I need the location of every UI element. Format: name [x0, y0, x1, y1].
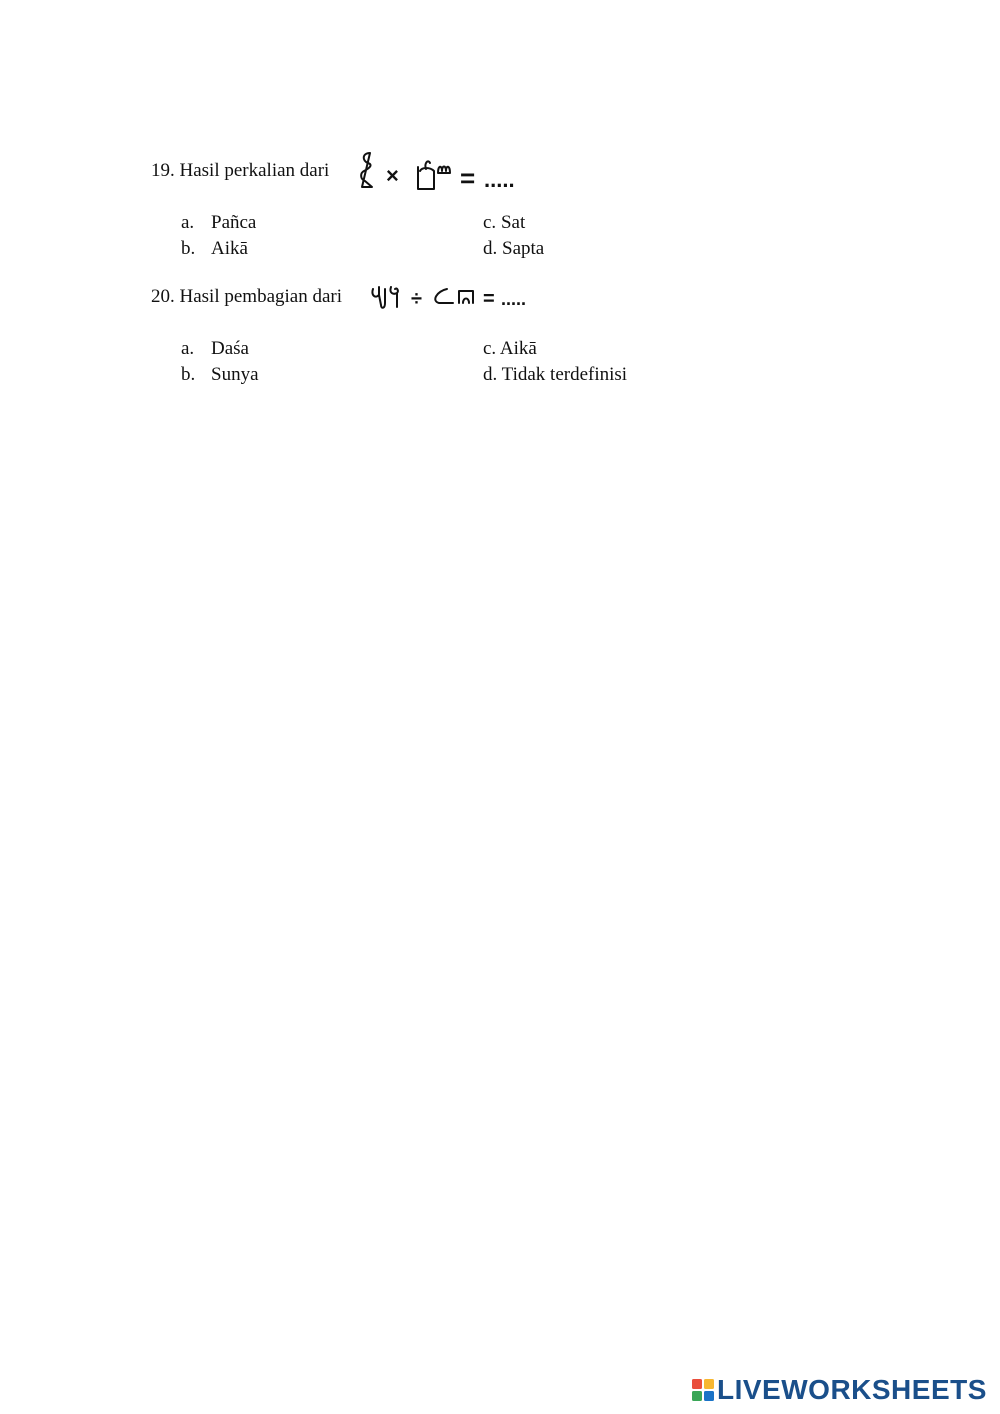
- option-text: d. Tidak terdefinisi: [483, 363, 628, 385]
- option-19-a[interactable]: [181, 210, 256, 236]
- liveworksheets-logo-icon: [692, 1379, 714, 1401]
- multiply-operator: ×: [386, 163, 399, 188]
- option-letter: b.: [181, 237, 196, 259]
- question-20-number: 20.: [151, 286, 175, 307]
- answer-blank: .....: [484, 167, 515, 192]
- question-19-expression: [356, 149, 526, 195]
- numeral-glyph-icon: [361, 153, 372, 187]
- question-20-expression: [369, 283, 539, 315]
- liveworksheets-logo: [692, 1376, 987, 1404]
- option-19-b[interactable]: [181, 236, 248, 262]
- option-19-c[interactable]: [483, 210, 525, 236]
- equals-sign: =: [483, 288, 495, 310]
- option-text: Sapta: [502, 237, 545, 259]
- numeral-glyph-icon: [459, 291, 473, 303]
- option-letter: b.: [181, 363, 196, 385]
- option-19-d[interactable]: [483, 236, 544, 262]
- question-20: [151, 285, 628, 385]
- option-letter: d.: [483, 237, 498, 259]
- option-text: c. Aikā: [483, 338, 537, 359]
- option-text: Aikā: [211, 237, 248, 259]
- divide-operator: ÷: [411, 288, 422, 310]
- logo-text: LIVEWORKSHEETS: [717, 1374, 987, 1405]
- option-text: Daśa: [211, 338, 249, 359]
- option-20-c[interactable]: [483, 336, 537, 362]
- option-text: Pañca: [211, 212, 257, 233]
- question-20-text: Hasil pembagian dari: [179, 286, 343, 307]
- numeral-glyph-icon: [438, 167, 450, 174]
- question-19-number: 19.: [151, 160, 175, 181]
- question-19: [151, 159, 545, 259]
- question-19-text: Hasil perkalian dari: [179, 160, 330, 181]
- numeral-glyph-icon: [418, 161, 434, 189]
- option-letter: a.: [181, 338, 195, 359]
- option-text: Sunya: [211, 363, 259, 385]
- option-letter: c.: [483, 212, 497, 233]
- option-letter: a.: [181, 212, 195, 233]
- equals-sign: =: [460, 163, 476, 193]
- option-20-a[interactable]: [181, 336, 249, 362]
- numeral-glyph-icon: [435, 289, 453, 303]
- numeral-glyph-icon: [372, 287, 385, 308]
- option-20-b[interactable]: [181, 362, 259, 388]
- numeral-glyph-icon: [390, 287, 397, 307]
- answer-blank: .....: [501, 289, 527, 309]
- option-20-d[interactable]: [483, 362, 627, 388]
- option-text: Sat: [500, 212, 526, 233]
